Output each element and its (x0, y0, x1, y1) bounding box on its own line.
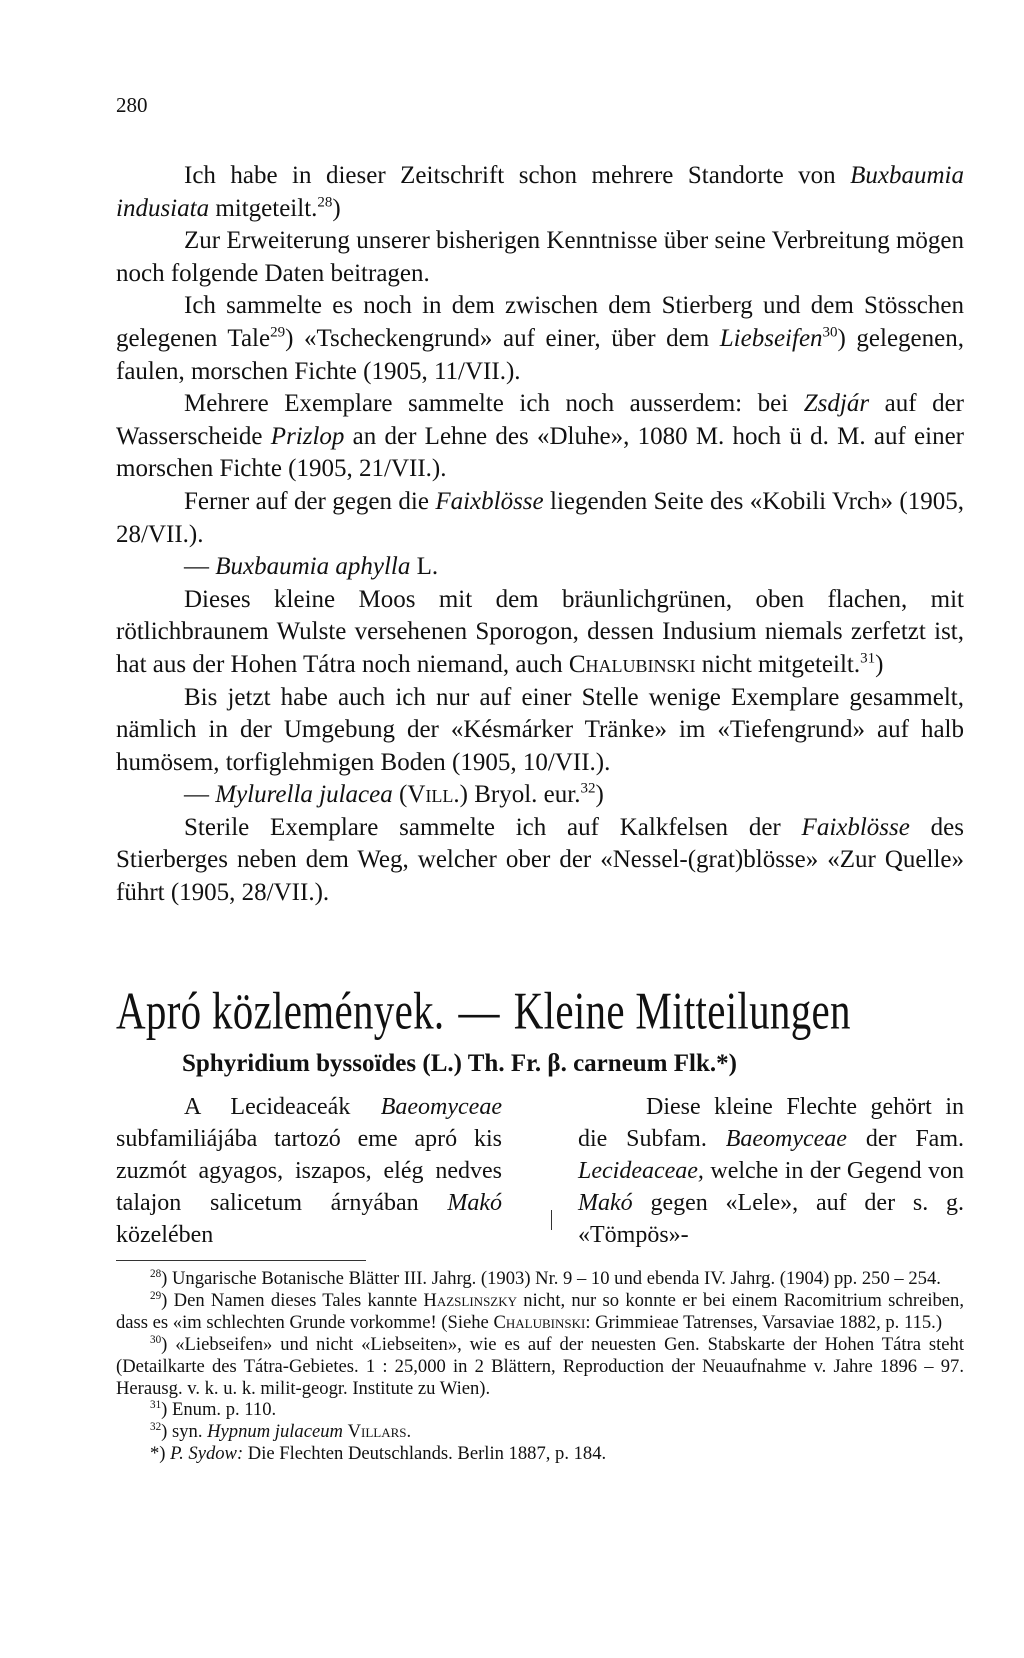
text-run: ) (595, 781, 604, 809)
footnote-ref: 28 (317, 194, 333, 211)
paragraph-8: Bis jetzt habe auch ich nur auf einer Stelle wenige Exemplare gesammelt, nämlich in der Umgebung der «Késmárker Tränke» im «Tiefengrund» auf halb humösem, torfiglehmigen Boden (1905, 10/VII.). (116, 683, 964, 776)
text-run: mitgeteilt. (209, 194, 318, 222)
text-run: liegenden Seite des «Kobili Vrch» (1905, 28/VII.). (116, 487, 965, 548)
author-name: Hazslinszky (423, 1289, 518, 1311)
footnote-number: 31 (150, 1399, 162, 1412)
species-name: Mylurella julacea (215, 781, 393, 809)
place-name: Faixblösse (435, 487, 544, 515)
species-name: Hypnum julaceum (207, 1421, 343, 1443)
footnote-ref: 30 (822, 324, 838, 341)
text-run: der Fam. (846, 1126, 964, 1152)
text-run: L. (410, 553, 439, 581)
footnote-rule (116, 1260, 366, 1261)
text-run: nicht, nur so konnte er bei einem Racomitrium schreiben, dass es «im schlechten Grunde vorkomme! (Siehe (116, 1289, 965, 1333)
species-name: Buxbaumia indusiata (116, 162, 964, 222)
text-run: *) (150, 1443, 171, 1465)
place-name: Makó (578, 1190, 633, 1216)
text-run: közelében (116, 1222, 214, 1248)
text-run: welche in der Gegend von (703, 1158, 964, 1184)
text-run: ) gelegenen, faulen, morschen Fichte (1905, 11/VII.). (116, 324, 965, 385)
paragraph-6 (116, 551, 964, 584)
paragraph-9 (116, 779, 964, 812)
taxon-name: Lecideaceae, (578, 1158, 704, 1184)
text-run: ) Bryol. eur. (459, 781, 581, 809)
footnote-29 (116, 1290, 964, 1334)
species-name: Buxbaumia aphylla (215, 553, 411, 581)
text-run: ) (875, 650, 884, 678)
text-run: nicht mitgeteilt. (695, 650, 861, 678)
text-run: Mehrere Exemplare sammelte ich noch ausserdem: bei (184, 390, 804, 418)
text-run: ) Den Namen dieses Tales kannte (161, 1289, 424, 1311)
paragraph-5 (116, 486, 964, 551)
paragraph-3 (116, 290, 964, 388)
footnotes (116, 1268, 964, 1465)
text-run: Ich sammelte es noch in dem zwischen dem Stierberg und dem Stösschen gelegenen Tale (116, 292, 964, 352)
place-name: Liebseifen (719, 324, 823, 352)
place-name: Makó (447, 1190, 502, 1216)
paragraph-1 (116, 160, 964, 225)
footnote-ref: 31 (860, 650, 876, 667)
heading-hungarian: Apró közlemények. (116, 981, 445, 1041)
text-run: subfamiliájába tartozó eme apró kis zuzmót agyagos, iszapos, elég nedves talajon salicetum árnyában (116, 1126, 502, 1216)
main-text (116, 160, 964, 910)
paragraph-10 (116, 812, 964, 910)
heading-german: Kleine Mitteilungen (513, 981, 851, 1041)
column-paragraph (578, 1091, 964, 1251)
footnote-number: 30 (150, 1333, 162, 1346)
column-paragraph (116, 1091, 502, 1251)
page-number: 280 (116, 93, 148, 117)
paragraph-7 (116, 584, 964, 682)
text-run: ) (332, 194, 341, 222)
footnote-28 (116, 1268, 964, 1290)
footnote-ref: 32 (580, 780, 596, 797)
text-run: A Lecideaceák (184, 1094, 381, 1120)
footnote-30 (116, 1334, 964, 1400)
text-run: ) syn. (161, 1421, 208, 1443)
text-run: Ferner auf der gegen die (184, 487, 436, 515)
footnote-star (116, 1443, 964, 1465)
text-run: ) Ungarische Botanische Blätter III. Jahrg. (1903) Nr. 9 – 10 und ebenda IV. Jahrg. (1904) pp. 250 – 254. (161, 1268, 941, 1289)
text-run: des Stierberges neben dem Weg, welcher ober der «Nessel-(grat)blösse» «Zur Quelle» führt (1905, 28/VII.). (116, 813, 964, 907)
place-name: Prizlop (270, 422, 345, 450)
text-run: ) «Tscheckengrund» auf einer, über dem (285, 324, 720, 352)
footnote-32 (116, 1421, 964, 1443)
text-run: ) «Liebseifen» und nicht «Liebseiten», wie es auf der neuesten Gen. Stabskarte der Hohen Tátra steht (Detailkarte des Tátra-Gebietes. 1 : 25,000 in 2 Blättern, Reproduction der Neuaufnahme v. Jahre 1896 – 97. Herausg. v. k. u. k. milit-geogr. Institute zu Wien). (116, 1333, 964, 1399)
text-run: gegen «Lele», auf der s. g. «Tömpös»- (578, 1190, 964, 1248)
paragraph-2: Zur Erweiterung unserer bisherigen Kenntnisse über seine Verbreitung mögen noch folgende Daten beitragen. (116, 227, 964, 287)
place-name: Zsdjár (803, 390, 870, 418)
text-run: Die Flechten Deutschlands. Berlin 1887, p. 184. (243, 1443, 607, 1465)
text-run: Dieses kleine Moos mit dem bräunlichgrünen, oben flachen, mit rötlichbraunem Wulste versehenen Sporogon, dessen Indusium niemals zerfetzt ist, hat aus der Hohen Tátra noch niemand, auch (116, 585, 964, 678)
text-run: auf der Wasserscheide (116, 390, 965, 450)
text-run: — (184, 781, 216, 809)
text-run: Sterile Exemplare sammelte ich auf Kalkfelsen der (184, 813, 802, 841)
species-title: Sphyridium byssoïdes (L.) Th. Fr. β. carneum Flk.*) (182, 1050, 737, 1077)
text-run: . (406, 1421, 412, 1443)
taxon-name: Baeomyceae (380, 1094, 502, 1120)
author-name: Villars (347, 1421, 407, 1443)
author-name: Chalubinski (568, 650, 696, 678)
footnote-number: 29 (150, 1289, 162, 1302)
place-name: Faixblösse (801, 813, 910, 841)
paragraph-4 (116, 388, 964, 486)
text-run: — (184, 553, 216, 581)
heading-separator: — (458, 981, 500, 1041)
column-divider (551, 1210, 552, 1230)
footnote-number: 28 (150, 1267, 162, 1280)
author-name: P. Sydow: (170, 1443, 244, 1465)
text-run: ) Enum. p. 110. (161, 1399, 277, 1421)
column-hungarian (116, 1091, 502, 1251)
text-run: an der Lehne des «Dluhe», 1080 M. hoch ü d. M. auf einer morschen Fichte (1905, 21/VII.). (116, 422, 964, 483)
footnote-ref: 29 (270, 324, 286, 341)
author-name: Vill. (407, 781, 460, 809)
footnote-number: 32 (150, 1421, 162, 1434)
column-german (578, 1091, 964, 1251)
taxon-name: Baeomyceae (725, 1126, 847, 1152)
footnote-31 (116, 1399, 964, 1421)
author-name: Chalubinski (493, 1311, 586, 1333)
text-run: Ich habe in dieser Zeitschrift schon mehrere Standorte von (184, 162, 851, 189)
text-run: Diese kleine Flechte gehört in die Subfam. (578, 1094, 964, 1152)
section-heading (116, 980, 964, 1041)
text-run: : Grimmieae Tatrenses, Varsaviae 1882, p. 115.) (585, 1311, 943, 1333)
text-run: ( (392, 781, 408, 809)
